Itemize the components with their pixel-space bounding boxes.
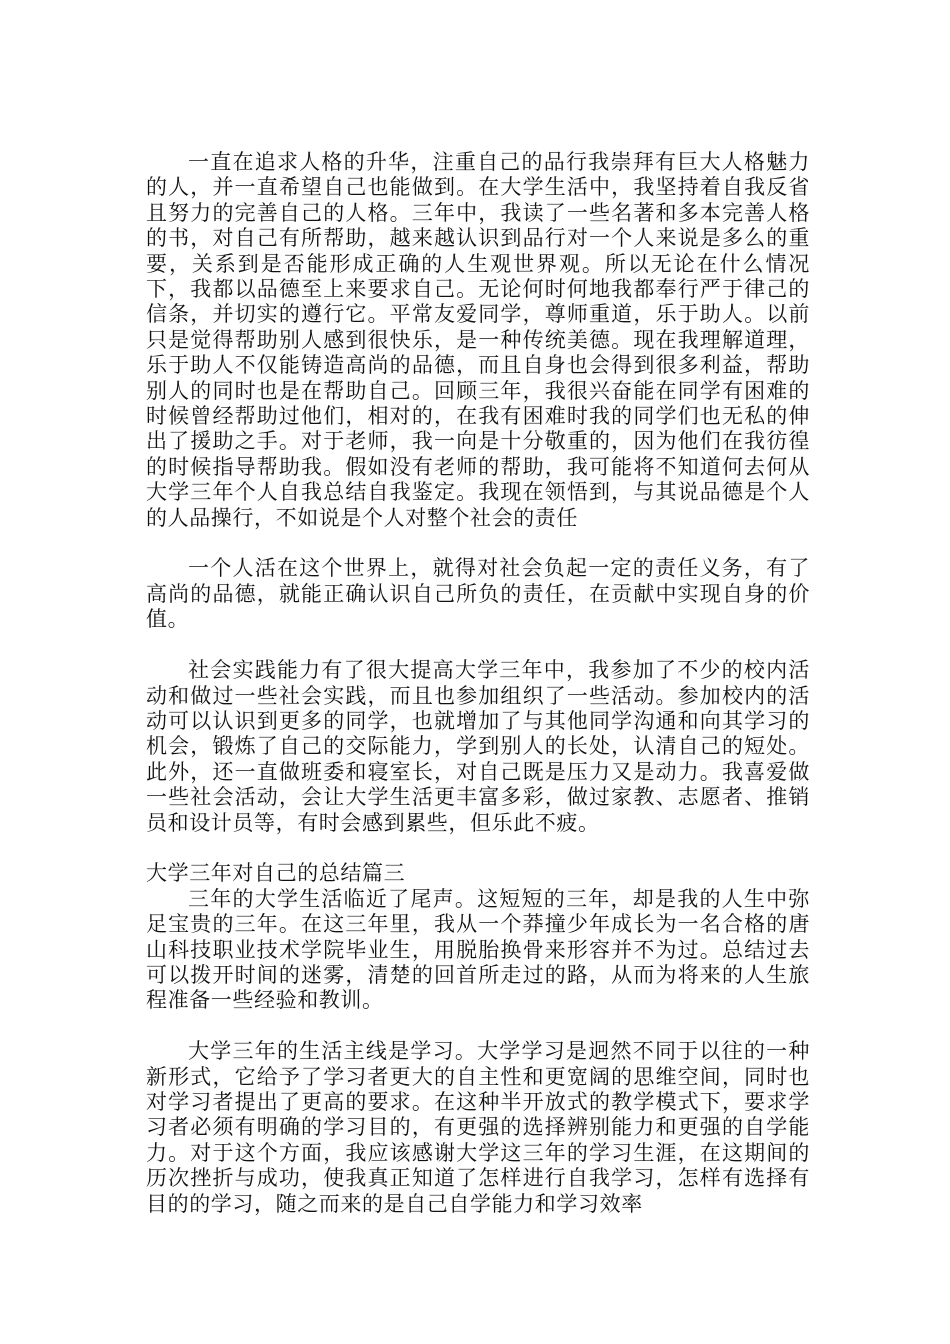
paragraph-gap bbox=[146, 531, 810, 556]
paragraph-gap bbox=[146, 836, 810, 861]
paragraph-gap bbox=[146, 633, 810, 658]
paragraph-responsibility: 一个人活在这个世界上，就得对社会负起一定的责任义务，有了高尚的品德，就能正确认识自己所负的责任，在贡献中实现自身的价值。 bbox=[146, 556, 810, 632]
paragraph-study: 大学三年的生活主线是学习。大学学习是迥然不同于以往的一种新形式，它给予了学习者更大的自主性和更宽阔的思维空间，同时也对学习者提出了更高的要求。在这种半开放式的教学模式下，要求学习者必须有明确的学习目的，有更强的选择辨别能力和更强的自学能力。对于这个方面，我应该感谢大学这三年的学习生涯，在这期间的历次挫折与成功，使我真正知道了怎样进行自我学习，怎样有选择有目的的学习，随之而来的是自己自学能力和学习效率 bbox=[146, 1039, 810, 1216]
paragraph-character: 一直在追求人格的升华，注重自己的品行我崇拜有巨大人格魅力的人，并一直希望自己也能做到。在大学生活中，我坚持着自我反省且努力的完善自己的人格。三年中，我读了一些名著和多本完善人格的书，对自己有所帮助，越来越认识到品行对一个人来说是多么的重要，关系到是否能形成正确的人生观世界观。所以无论在什么情况下，我都以品德至上来要求自己。无论何时何地我都奉行严于律己的信条，并切实的遵行它。平常友爱同学，尊师重道，乐于助人。以前只是觉得帮助别人感到很快乐，是一种传统美德。现在我理解道理，乐于助人不仅能铸造高尚的品德，而且自身也会得到很多利益，帮助别人的同时也是在帮助自己。回顾三年，我很兴奋能在同学有困难的时候曾经帮助过他们，相对的，在我有困难时我的同学们也无私的伸出了援助之手。对于老师，我一向是十分敬重的，因为他们在我彷徨的时候指导帮助我。假如没有老师的帮助，我可能将不知道何去何从大学三年个人自我总结自我鉴定。我现在领悟到，与其说品德是个人的人品操行，不如说是个人对整个社会的责任 bbox=[146, 150, 810, 530]
paragraph-gap bbox=[146, 1014, 810, 1039]
paragraph-social-practice: 社会实践能力有了很大提高大学三年中，我参加了不少的校内活动和做过一些社会实践，而且也参加组织了一些活动。参加校内的活动可以认识到更多的同学，也就增加了与其他同学沟通和向其学习的机会，锻炼了自己的交际能力，学到别人的长处，认清自己的短处。此外，还一直做班委和寝室长，对自己既是压力又是动力。我喜爱做一些社会活动，会让大学生活更丰富多彩，做过家教、志愿者、推销员和设计员等，有时会感到累些，但乐此不疲。 bbox=[146, 658, 810, 835]
document-body bbox=[146, 150, 810, 1217]
paragraph-three-years: 三年的大学生活临近了尾声。这短短的三年，却是我的人生中弥足宝贵的三年。在这三年里，我从一个莽撞少年成长为一名合格的唐山科技职业技术学院毕业生，用脱胎换骨来形容并不为过。总结过去可以拨开时间的迷雾，清楚的回首所走过的路，从而为将来的人生旅程准备一些经验和教训。 bbox=[146, 886, 810, 1013]
section-heading: 大学三年对自己的总结篇三 bbox=[146, 861, 406, 886]
